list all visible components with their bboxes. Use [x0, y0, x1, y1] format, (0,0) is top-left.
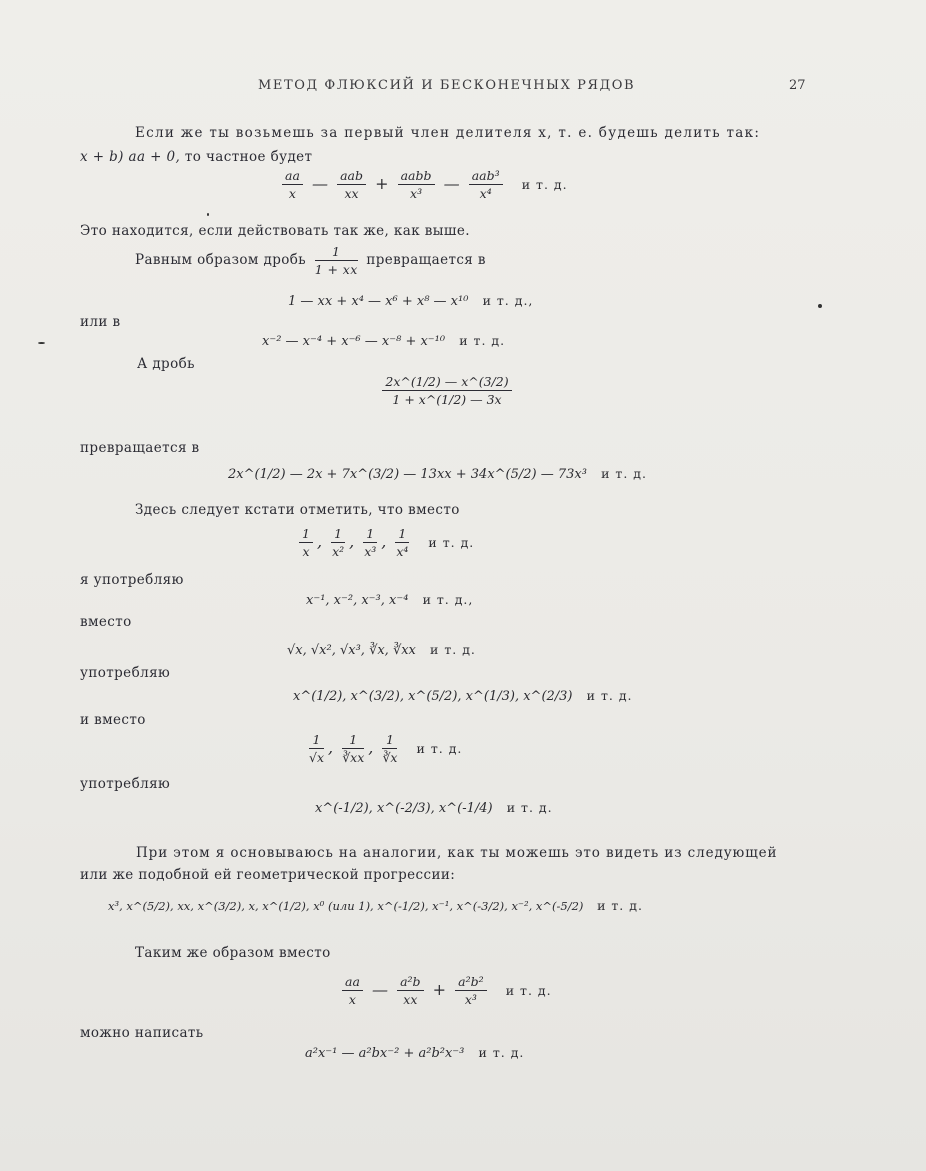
- minus-sign: —: [443, 174, 460, 193]
- paragraph-1-line-1: Если же ты возьмешь за первый член делителя x, т. е. будешь делить так:: [135, 125, 761, 141]
- page-title: МЕТОД ФЛЮКСИЙ И БЕСКОНЕЧНЫХ РЯДОВ: [258, 78, 636, 93]
- etc-label: и т. д.,: [422, 592, 474, 607]
- etc-label: и т. д.: [416, 741, 463, 756]
- series-10-expression: x^(-1/2), x^(-2/3), x^(-1/4): [315, 801, 493, 816]
- series-2-expression: 1 — xx + x⁴ — x⁶ + x⁸ — x¹⁰: [288, 294, 469, 309]
- running-header: [0, 78, 926, 102]
- fraction: $\frac{2x\^{}(1/2) — x\^{}(3/2)}{1 + x\^{}(1/2) — 3x}$: [382, 374, 512, 407]
- fraction: $\frac{\text{a²b²}}{\text{x³}}$: [455, 974, 486, 1007]
- plus-sign: +: [375, 174, 389, 193]
- fraction: $\frac{1}{\text{x³}}$: [364, 526, 377, 559]
- series-7-expression: √x, √x², √x³, ∛x, ∛xx: [287, 643, 416, 658]
- etc-label: и т. д.: [430, 642, 476, 657]
- print-speck: [207, 213, 209, 216]
- word-upotr: употребляю: [80, 665, 171, 681]
- etc-label: и т. д.: [586, 688, 633, 703]
- print-speck: [38, 342, 45, 344]
- series-6: [306, 592, 473, 608]
- series-4: [228, 466, 647, 482]
- series-9: $\frac{1}{√x}$ , $\frac{1}{∛xx}$ , $\frac{1}{∛x}$ и т. д.: [309, 732, 463, 765]
- fraction: $\frac{\text{aab³}}{\text{x⁴}}$: [469, 168, 503, 201]
- series-8-expression: x^(1/2), x^(3/2), x^(5/2), x^(1/3), x^(2/3): [293, 689, 573, 704]
- etc-label: и т. д.: [506, 800, 553, 815]
- series-3: [262, 333, 505, 349]
- fraction: $\frac{\text{a²b}}{xx}$: [397, 974, 423, 1007]
- fraction: $\frac{1}{∛xx}$: [342, 732, 365, 765]
- paragraph-pri-line-2: или же подобной ей геометрической прогрессии:: [80, 867, 456, 883]
- paragraph-3-start: Равным образом дробь: [135, 252, 307, 268]
- fraction: $\frac{1}{\text{x²}}$: [332, 526, 345, 559]
- series-13: [305, 1045, 524, 1061]
- paragraph-1-line-2: [80, 149, 312, 165]
- etc-label: и т. д.,: [482, 293, 534, 308]
- etc-label: и т. д.: [521, 177, 568, 192]
- paragraph-1-tail: то частное будет: [184, 149, 313, 165]
- etc-label: и т. д.: [428, 535, 475, 550]
- series-11-expression: x³, x^(5/2), xx, x^(3/2), x, x^(1/2), x⁰ (или 1), x^(-1/2), x⁻¹, x^(-3/2), x⁻², x^(-5/2): [108, 899, 584, 913]
- series-10: [315, 800, 553, 816]
- page-number: 27: [789, 78, 806, 93]
- fraction: $\frac{aa}{x}$: [282, 168, 303, 201]
- word-ili-v: или в: [80, 314, 121, 330]
- fraction: $\frac{1}{x}$: [299, 526, 313, 559]
- series-11: [108, 898, 643, 913]
- fraction: $\frac{1}{1 + xx}$: [314, 244, 358, 277]
- series-8: [293, 688, 633, 704]
- series-1: [278, 168, 568, 201]
- etc-label: и т. д.: [505, 983, 552, 998]
- series-13-expression: a²x⁻¹ — a²bx⁻² + a²b²x⁻³: [305, 1046, 465, 1061]
- fraction: $\frac{\text{aab}}{xx}$: [337, 168, 366, 201]
- plus-sign: +: [432, 980, 447, 999]
- series-12: [338, 974, 552, 1007]
- series-3-expression: x⁻² — x⁻⁴ + x⁻⁶ — x⁻⁸ + x⁻¹⁰: [262, 334, 446, 349]
- fraction: $\frac{1}{√x}$: [309, 732, 325, 765]
- division-expression: x + b) aa + 0,: [80, 149, 181, 165]
- series-6-expression: x⁻¹, x⁻², x⁻³, x⁻⁴: [306, 593, 409, 608]
- fraction: $\frac{1}{∛x}$: [382, 732, 398, 765]
- series-4-expression: 2x^(1/2) — 2x + 7x^(3/2) — 13xx + 34x^(5/2) — 73x³: [228, 467, 587, 482]
- series-7: [287, 642, 476, 658]
- paragraph-pri-line-1: При этом я основываюсь на аналогии, как ты можешь это видеть из следующей: [136, 845, 778, 861]
- paragraph-3: [135, 244, 486, 277]
- paragraph-3-end: превращается в: [366, 252, 486, 268]
- etc-label: и т. д.: [478, 1045, 525, 1060]
- word-vmesto: вместо: [80, 614, 132, 630]
- word-upotr-2: употребляю: [80, 776, 171, 792]
- print-speck: [818, 304, 822, 308]
- word-a-drob: А дробь: [137, 356, 195, 372]
- paragraph-2: Это находится, если действовать так же, как выше.: [80, 223, 470, 239]
- word-ya-upotr: я употребляю: [80, 572, 184, 588]
- minus-sign: —: [372, 980, 388, 999]
- etc-label: и т. д.: [597, 898, 643, 913]
- etc-label: и т. д.: [459, 333, 506, 348]
- word-i-vmesto: и вместо: [80, 712, 146, 728]
- minus-sign: —: [312, 174, 328, 193]
- series-5: $\frac{1}{x}$ , $\frac{1}{\text{x²}}$ , $\frac{1}{\text{x³}}$ , $\frac{1}{\text{x⁴}}$ и т. д.: [295, 526, 474, 559]
- word-mozhno: можно написать: [80, 1025, 204, 1041]
- big-fraction: [378, 374, 516, 407]
- fraction: $\frac{1}{\text{x⁴}}$: [396, 526, 409, 559]
- etc-label: и т. д.: [601, 466, 647, 481]
- paragraph-zdes: Здесь следует кстати отметить, что вместо: [135, 502, 460, 518]
- fraction: $\frac{aa}{x}$: [342, 974, 363, 1007]
- fraction: $\frac{\text{aabb}}{\text{x³}}$: [398, 168, 435, 201]
- word-prevr: превращается в: [80, 440, 200, 456]
- paragraph-takim: Таким же образом вместо: [135, 945, 331, 961]
- series-2: [288, 293, 533, 309]
